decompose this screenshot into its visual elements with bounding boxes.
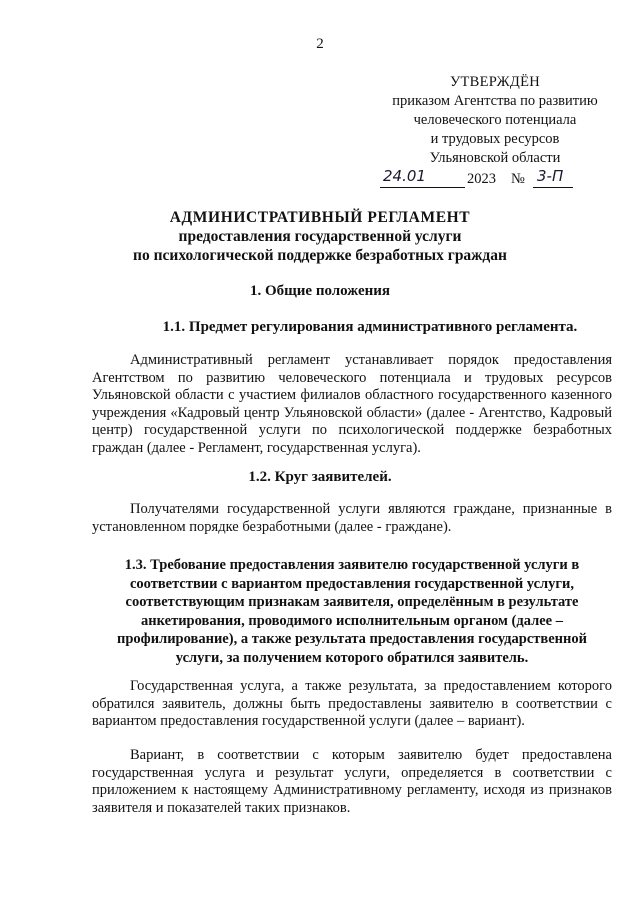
approval-line: Ульяновской области: [429, 150, 561, 166]
number-sign: №: [511, 171, 525, 187]
subsection-1-1-heading: 1.1. Предмет регулирования административного регламента.: [162, 319, 578, 335]
page-number: 2: [316, 36, 324, 52]
document-title-line: предоставления государственной услуги: [178, 228, 462, 245]
approval-stamp-block: [365, 73, 625, 192]
approval-line: и трудовых ресурсов: [430, 131, 560, 147]
handwritten-date: 24.01: [383, 167, 426, 185]
approval-year: 2023: [467, 171, 496, 187]
document-title-line: по психологической поддержке безработных граждан: [133, 247, 507, 264]
subsection-1-1-text: Административный регламент устанавливает порядок предоставления Агентством по развитию человеческого потенциала и трудовых ресурсов Ульяновской области с участием филиалов областного государственного казенного учреждения «Кадровый центр Ульяновской области» (далее - Агентство, Кадровый центр) государственной услуги по психологической поддержке безработных граждан (далее - Регламент, государственная услуга).: [92, 352, 612, 456]
approval-date-number-row: [365, 167, 625, 192]
subsection-1-2-text: Получателями государственной услуги являются граждане, признанные в установленном порядке безработными (далее - граждане).: [92, 501, 612, 535]
subsection-1-2-heading: 1.2. Круг заявителей.: [248, 469, 392, 485]
document-title-main: АДМИНИСТРАТИВНЫЙ РЕГЛАМЕНТ: [169, 209, 471, 226]
handwritten-order-number: 3-П: [537, 167, 564, 185]
approval-line: человеческого потенциала: [413, 112, 577, 128]
approval-title: УТВЕРЖДЁН: [449, 74, 541, 90]
approval-line: приказом Агентства по развитию: [392, 93, 598, 109]
document-title: [0, 208, 640, 265]
subsection-1-3-text-1: Государственная услуга, а также результата, за предоставлением которого обратился заявитель, должны быть предоставлены заявителю в соответствии с вариантом предоставления государственной услуги (далее – вариант).: [92, 678, 612, 729]
section-1-heading: 1. Общие положения: [249, 283, 391, 299]
subsection-1-3-heading: 1.3. Требование предоставления заявителю государственной услуги в соответствии с вариантом предоставления государственной услуги, соответствующим признакам заявителя, определённым в результате анкетирования, проводимого исполнительным органом (далее – профилирование), а также результата предоставления государственной услуги, за получением которого обратился заявитель.: [117, 557, 587, 666]
subsection-1-3-text-2: Вариант, в соответствии с которым заявителю будет предоставлена государственная услуга и результат услуги, определяется в соответствии с приложением к настоящему Административному регламенту, исходя из признаков заявителя и показателей таких признаков.: [92, 747, 612, 816]
